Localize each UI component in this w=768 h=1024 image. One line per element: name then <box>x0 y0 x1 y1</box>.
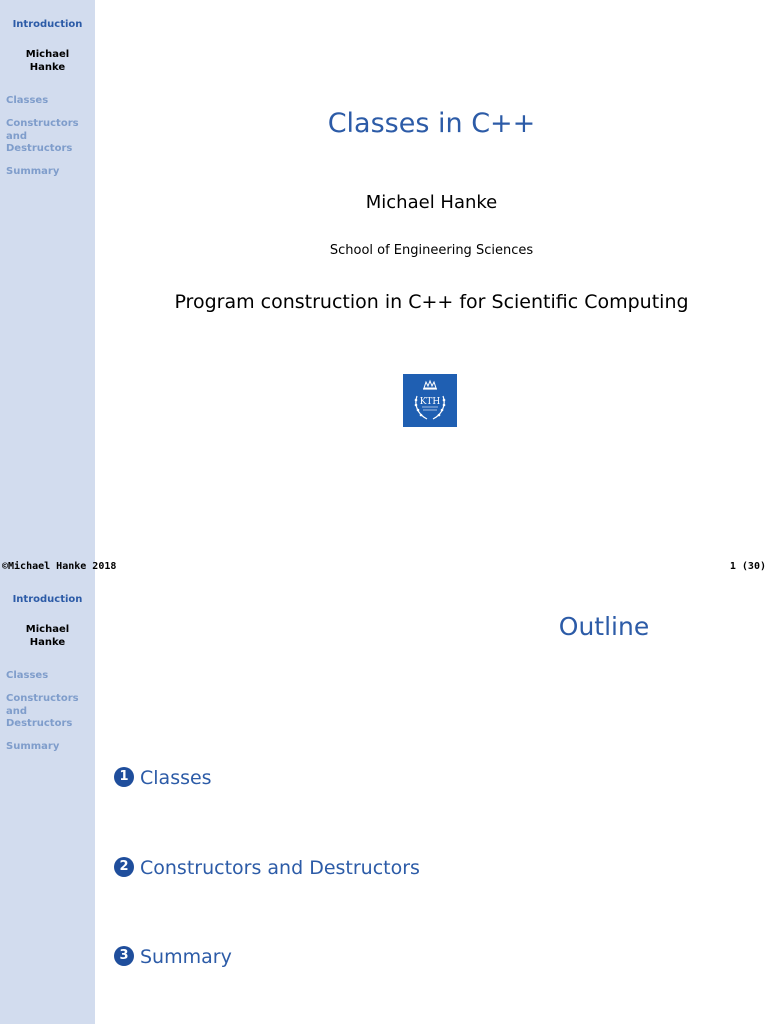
presentation-course: Program construction in C++ for Scientific Computing <box>174 291 689 313</box>
sidebar-item-classes[interactable]: Classes <box>6 670 49 681</box>
outline-item-summary[interactable] <box>114 946 232 970</box>
logo-text: KTH <box>419 397 441 407</box>
kth-crest-icon <box>403 374 457 427</box>
sidebar-author-last: Hanke <box>29 637 66 648</box>
outline-number-badge: 3 <box>114 946 134 966</box>
footer-page-number: 1 (30) <box>729 561 766 572</box>
sidebar-item-constructors[interactable]: Constructors and Destructors <box>6 118 79 154</box>
sidebar-section-introduction[interactable]: Introduction <box>12 19 83 30</box>
sidebar-item-constructors[interactable]: Constructors and Destructors <box>6 693 79 729</box>
kth-logo <box>403 374 457 427</box>
outline-number-badge: 2 <box>114 857 134 877</box>
presentation-author: Michael Hanke <box>365 192 498 213</box>
sidebar-author-first: Michael <box>25 49 70 60</box>
outline-item-label: Summary <box>140 946 232 968</box>
outline-number-badge: 1 <box>114 767 134 787</box>
sidebar <box>0 576 95 1024</box>
sidebar-section-introduction[interactable]: Introduction <box>12 594 83 605</box>
footer-copyright: ©Michael Hanke 2018 <box>2 561 117 572</box>
outline-slide <box>0 576 768 1024</box>
outline-item-label: Constructors and Destructors <box>140 857 420 879</box>
sidebar-author-first: Michael <box>25 624 70 635</box>
sidebar-item-summary[interactable]: Summary <box>6 166 60 177</box>
footer <box>0 556 768 576</box>
outline-item-constructors[interactable] <box>114 857 420 881</box>
outline-item-label: Classes <box>140 767 212 789</box>
sidebar-author-last: Hanke <box>29 62 66 73</box>
sidebar-author <box>0 623 95 649</box>
outline-item-classes[interactable] <box>114 767 212 791</box>
presentation-title: Classes in C++ <box>327 108 536 139</box>
sidebar-item-summary[interactable]: Summary <box>6 741 60 752</box>
outline-title: Outline <box>558 612 650 641</box>
presentation-institute: School of Engineering Sciences <box>329 243 534 258</box>
sidebar-item-classes[interactable]: Classes <box>6 95 49 106</box>
sidebar <box>0 0 95 576</box>
sidebar-author <box>0 48 95 74</box>
